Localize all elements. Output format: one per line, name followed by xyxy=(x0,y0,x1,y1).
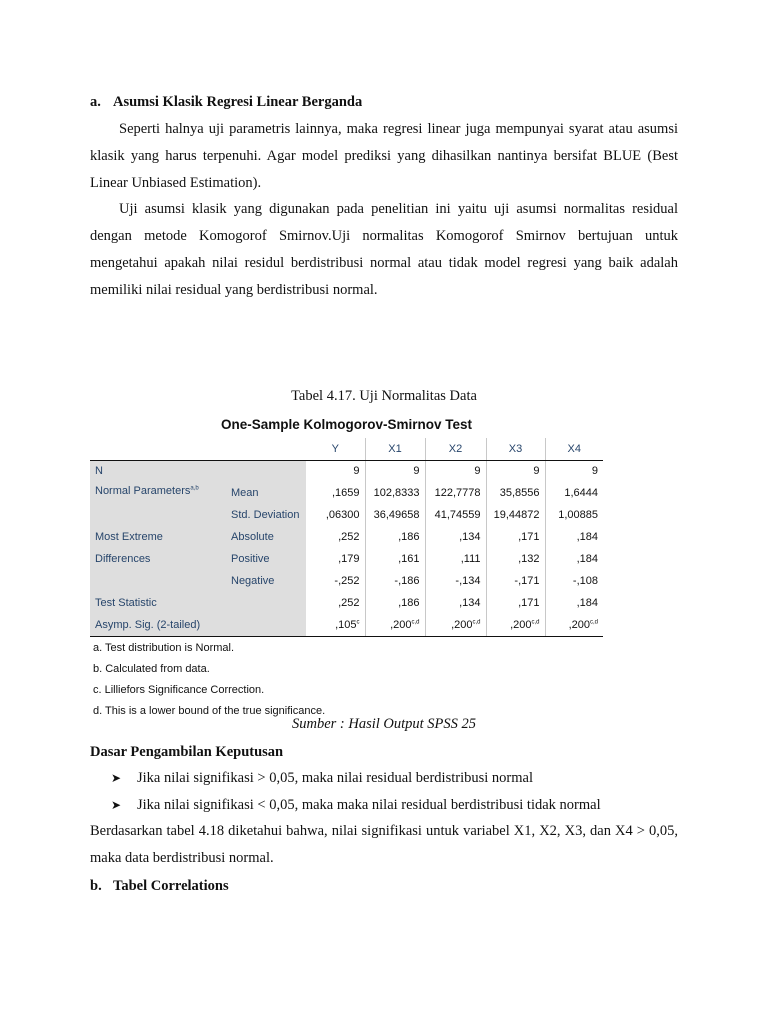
section-a-heading xyxy=(90,94,362,111)
row-group-label: Most Extreme Differences xyxy=(90,526,226,592)
table-cell: ,186 xyxy=(365,592,425,614)
col-header: X3 xyxy=(486,438,545,460)
section-a-number: a. xyxy=(90,94,101,110)
spss-table-title: One-Sample Kolmogorov-Smirnov Test xyxy=(220,417,473,432)
table-cell: ,171 xyxy=(486,526,545,548)
table-cell: 9 xyxy=(425,460,486,482)
table-cell: -,134 xyxy=(425,570,486,592)
table-cell: 9 xyxy=(306,460,365,482)
table-cell: ,184 xyxy=(576,553,598,565)
table-cell: -,186 xyxy=(365,570,425,592)
row-label: Asymp. Sig. (2-tailed) xyxy=(90,614,306,636)
table-cell: 9 xyxy=(365,460,425,482)
table-cell: 1,00885 xyxy=(558,509,598,521)
table-cell: ,186 xyxy=(365,526,425,548)
table-cell: 1,6444 xyxy=(564,487,598,499)
table-cell: 122,7778 xyxy=(425,482,486,504)
table-cell: ,111 xyxy=(425,548,486,570)
section-a-paragraph-1: Seperti halnya uji parametris lainnya, maka regresi linear juga mempunyai syarat atau asumsi klasik yang harus terpenuhi. Agar model prediksi yang dihasilkan nantinya bersifat BLUE (Best Linear Unbiased Estimation). xyxy=(90,121,678,191)
table-cell: ,171 xyxy=(486,592,545,614)
table-cell: ,184 xyxy=(576,531,598,543)
col-header: X4 xyxy=(545,438,603,460)
table-row xyxy=(90,482,603,504)
table-cell: ,132 xyxy=(486,548,545,570)
table-cell: ,200$^{c,d}$ xyxy=(425,614,486,636)
conclusion-paragraph: Berdasarkan tabel 4.18 diketahui bahwa, nilai signifikasi untuk variabel X1, X2, X3, dan X4 > 0,05, maka data berdistribusi normal. xyxy=(90,823,678,866)
list-item: ➤ Jika nilai signifikasi < 0,05, maka maka nilai residual berdistribusi tidak normal xyxy=(111,797,601,813)
table-cell: ,179 xyxy=(306,548,365,570)
table-cell: 102,8333 xyxy=(365,482,425,504)
table-cell: ,1659 xyxy=(306,482,365,504)
table-cell: ,134 xyxy=(425,592,486,614)
table-cell: ,06300 xyxy=(306,504,365,526)
table-cell: 19,44872 xyxy=(486,504,545,526)
footnote: d. This is a lower bound of the true significance. xyxy=(93,705,326,717)
table-cell: ,200$^{c,d}$ xyxy=(365,614,425,636)
table-cell: ,161 xyxy=(365,548,425,570)
arrow-bullet-icon: ➤ xyxy=(111,771,122,785)
row-label: Test Statistic xyxy=(90,592,306,614)
row-group-label: Normal Parameters$^{a,b}$ xyxy=(90,482,226,526)
table-cell: ,184 xyxy=(576,597,598,609)
table-footnotes xyxy=(93,638,325,722)
table-header-row xyxy=(90,438,603,460)
table-cell: ,252 xyxy=(306,592,365,614)
row-label: Negative xyxy=(226,570,306,592)
table-source: Sumber : Hasil Output SPSS 25 xyxy=(291,716,477,732)
section-a-title: Asumsi Klasik Regresi Linear Berganda xyxy=(113,94,363,110)
table-cell: 9 xyxy=(591,465,598,478)
table-cell: 41,74559 xyxy=(425,504,486,526)
row-label: Positive xyxy=(226,548,306,570)
col-header: X2 xyxy=(425,438,486,460)
table-cell: ,105$^c$ xyxy=(306,614,365,636)
section-a-paragraph-2: Uji asumsi klasik yang digunakan pada penelitian ini yaitu uji asumsi normalitas residual dengan metode Komogorof Smirnov.Uji normalitas Komogorof Smirnov bertujuan untuk mengetahui apakah nilai residul berdistribusi normal atau tidak model regresi yang baik adalah memiliki nilai residual yang berdistribusi normal. xyxy=(90,201,678,298)
table-cell: ,252 xyxy=(306,526,365,548)
decision-heading: Dasar Pengambilan Keputusan xyxy=(90,744,284,760)
table-cell: 35,8556 xyxy=(486,482,545,504)
section-b-number: b. xyxy=(90,878,102,894)
table-cell: -,108 xyxy=(572,575,598,587)
table-cell: 9 xyxy=(486,460,545,482)
list-item: ➤ Jika nilai signifikasi > 0,05, maka nilai residual berdistribusi normal xyxy=(111,770,533,786)
table-caption: Tabel 4.17. Uji Normalitas Data xyxy=(291,388,477,404)
table-cell: 36,49658 xyxy=(365,504,425,526)
row-label: Absolute xyxy=(226,526,306,548)
table-row xyxy=(90,592,603,614)
table-row xyxy=(90,614,603,636)
table-row xyxy=(90,526,603,548)
table-cell: -,171 xyxy=(486,570,545,592)
ks-test-table xyxy=(90,438,603,637)
table-cell: ,200$^{c,d}$ xyxy=(486,614,545,636)
col-header: X1 xyxy=(365,438,425,460)
arrow-bullet-icon: ➤ xyxy=(111,798,122,812)
row-label: Std. Deviation xyxy=(226,504,306,526)
section-b-title: Tabel Correlations xyxy=(113,878,229,894)
footnote: c. Lilliefors Significance Correction. xyxy=(93,684,265,696)
table-row xyxy=(90,460,603,482)
table-cell: ,134 xyxy=(425,526,486,548)
footnote: a. Test distribution is Normal. xyxy=(93,642,235,654)
row-label: N xyxy=(90,460,306,482)
table-cell: ,200$^{c,d}$ xyxy=(545,614,603,636)
col-header: Y xyxy=(306,438,365,460)
footnote: b. Calculated from data. xyxy=(93,663,210,675)
section-b-heading xyxy=(90,878,229,895)
row-label: Mean xyxy=(226,482,306,504)
table-cell: -,252 xyxy=(306,570,365,592)
